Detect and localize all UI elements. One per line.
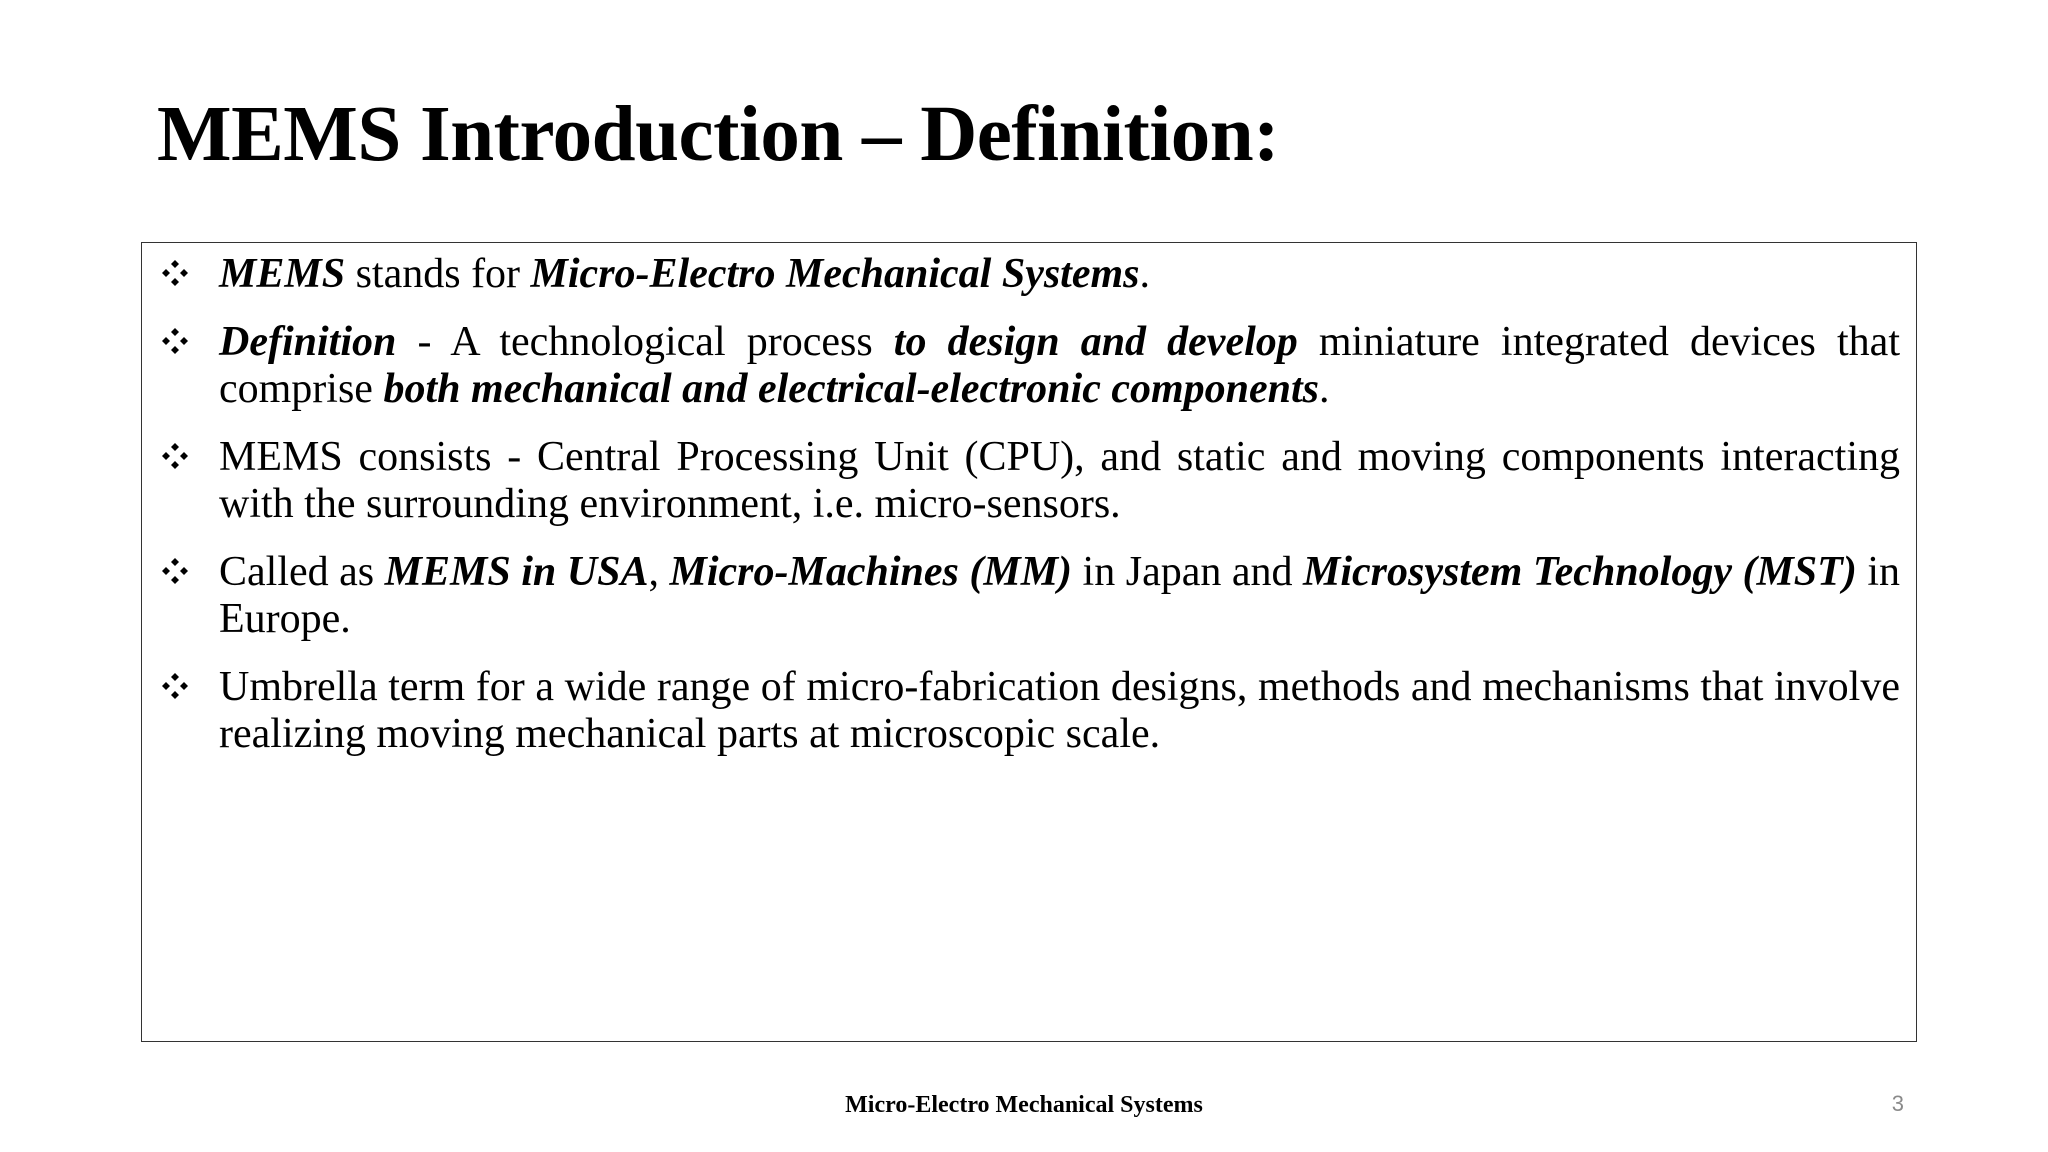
bullet-text — [219, 251, 1150, 297]
bullet-item — [142, 251, 1916, 298]
bullet-segment: - A technological process — [396, 319, 894, 365]
bullet-item — [142, 549, 1916, 643]
bullet-segment: MEMS in USA — [384, 549, 649, 595]
diamond-bullet-icon — [159, 440, 191, 472]
bullet-text — [219, 434, 1900, 527]
bullet-segment: MEMS consists - Central Processing Unit (CPU), and static and moving components interacting with the surrounding environment, i.e. micro-sensors. — [219, 434, 1900, 527]
diamond-bullet-icon — [159, 325, 191, 357]
bullet-text — [219, 664, 1900, 757]
bullet-segment: both mechanical and electrical-electronic components — [383, 366, 1320, 412]
bullet-item — [142, 319, 1916, 413]
content-box — [141, 242, 1917, 1042]
bullet-list — [142, 251, 1916, 779]
bullet-segment: stands for — [345, 251, 531, 297]
diamond-bullet-icon — [159, 555, 191, 587]
bullet-segment: in Europe. — [219, 549, 1900, 642]
bullet-segment: Micro-Electro Mechanical Systems — [530, 251, 1140, 297]
bullet-segment: , — [648, 549, 670, 595]
bullet-segment: . — [1139, 251, 1151, 297]
bullet-text — [219, 549, 1900, 642]
bullet-segment: Microsystem Technology (MST) — [1303, 549, 1857, 595]
slide-title: MEMS Introduction – Definition: — [157, 91, 1280, 178]
bullet-segment: to design and develop — [893, 319, 1298, 365]
diamond-bullet-icon — [159, 257, 191, 289]
bullet-segment: . — [1319, 366, 1330, 412]
footer-title: Micro-Electro Mechanical Systems — [845, 1092, 1203, 1118]
bullet-segment: Micro-Machines (MM) — [669, 549, 1073, 595]
bullet-segment: MEMS — [219, 251, 346, 297]
bullet-segment: in Japan and — [1072, 549, 1304, 595]
bullet-text — [219, 319, 1900, 412]
bullet-segment: Umbrella term for a wide range of micro-fabrication designs, methods and mechanisms that involve realizing moving mechanical parts at microscopic scale. — [219, 664, 1900, 757]
bullet-segment: Called as — [219, 549, 385, 595]
page-number: 3 — [1891, 1091, 1904, 1116]
bullet-item — [142, 664, 1916, 758]
bullet-item — [142, 434, 1916, 528]
diamond-bullet-icon — [159, 670, 191, 702]
bullet-segment: miniature integrated devices that comprise — [219, 319, 1900, 412]
bullet-segment: Definition — [219, 319, 397, 365]
